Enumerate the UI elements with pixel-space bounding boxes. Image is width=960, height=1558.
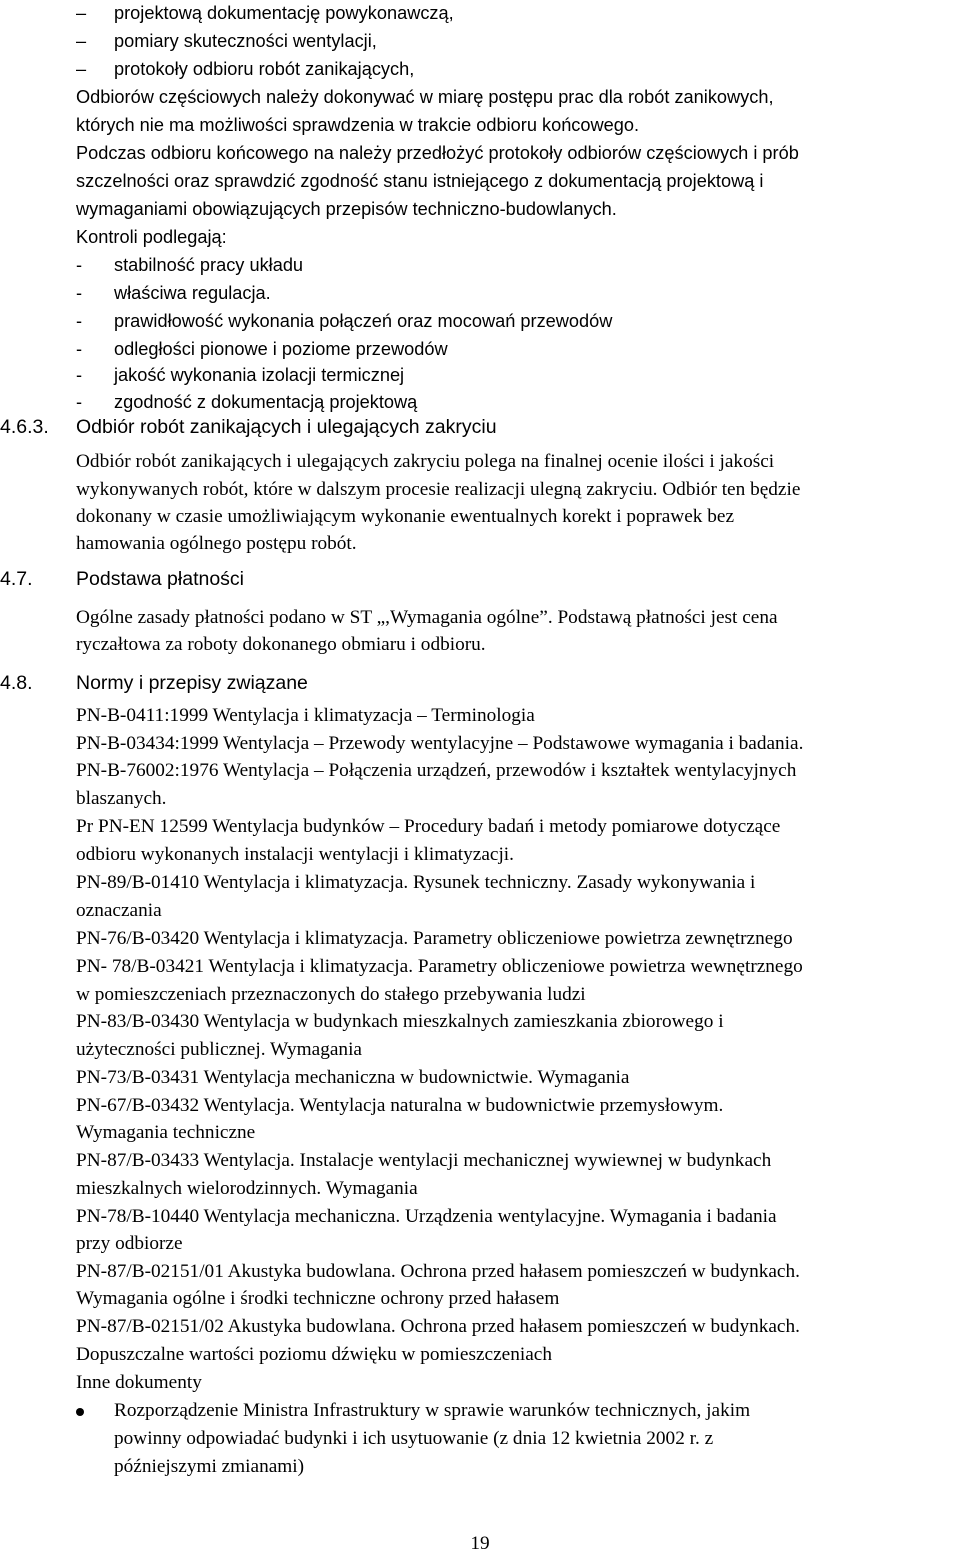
section-title: Normy i przepisy związane	[76, 672, 308, 694]
norm-line: odbioru wykonanych instalacji wentylacji i klimatyzacji.	[76, 844, 514, 865]
paragraph-line: wymaganiami obowiązujących przepisów techniczno-budowlanych.	[76, 199, 617, 219]
control-item-text: stabilność pracy układu	[114, 255, 304, 275]
control-item-text: zgodność z dokumentacją projektową	[114, 392, 418, 412]
list-item-text: projektową dokumentację powykonawczą,	[114, 3, 454, 23]
bullet-line: późniejszymi zmianami)	[114, 1456, 305, 1477]
control-item-text: jakość wykonania izolacji termicznej	[114, 365, 405, 385]
dash-marker: –	[76, 3, 87, 23]
norm-line: PN-89/B-01410 Wentylacja i klimatyzacja. Rysunek techniczny. Zasady wykonywania i	[76, 872, 756, 893]
dash-marker: –	[76, 31, 87, 51]
norm-line: blaszanych.	[76, 788, 167, 809]
page-number: 19	[470, 1533, 490, 1554]
norm-line: PN-83/B-03430 Wentylacja w budynkach mieszkalnych zamieszkania zbiorowego i	[76, 1011, 724, 1032]
paragraph-line: których nie ma możliwości sprawdzenia w trakcie odbioru końcowego.	[76, 115, 640, 135]
paragraph-line: hamowania ogólnego postępu robót.	[76, 533, 357, 554]
hyphen-marker: -	[76, 392, 83, 412]
norm-line: Wymagania ogólne i środki techniczne ochrony przed hałasem	[76, 1288, 560, 1309]
paragraph-line: wykonywanych robót, które w dalszym procesie realizacji ulegną zakryciu. Odbiór ten będzie	[76, 479, 801, 500]
bullet-icon	[76, 1408, 84, 1416]
paragraph-line: Odbiorów częściowych należy dokonywać w miarę postępu prac dla robót zanikowych,	[76, 87, 774, 107]
norm-line: PN-B-76002:1976 Wentylacja – Połączenia urządzeń, przewodów i kształtek wentylacyjnych	[76, 760, 797, 781]
list-item-text: pomiary skuteczności wentylacji,	[114, 31, 377, 51]
norm-line: przy odbiorze	[76, 1233, 183, 1254]
norm-line: PN-78/B-10440 Wentylacja mechaniczna. Urządzenia wentylacyjne. Wymagania i badania	[76, 1206, 777, 1227]
norm-line: użyteczności publicznej. Wymagania	[76, 1039, 362, 1060]
hyphen-marker: -	[76, 339, 83, 359]
norm-line: PN-87/B-03433 Wentylacja. Instalacje wentylacji mechanicznej wywiewnej w budynkach	[76, 1150, 772, 1171]
hyphen-marker: -	[76, 283, 83, 303]
hyphen-marker: -	[76, 311, 83, 331]
section-title: Odbiór robót zanikających i ulegających zakryciu	[76, 416, 497, 438]
norm-line: PN-B-03434:1999 Wentylacja – Przewody wentylacyjne – Podstawowe wymagania i badania.	[76, 733, 804, 754]
paragraph-line: Podczas odbioru końcowego na należy przedłożyć protokoły odbiorów częściowych i prób	[76, 143, 799, 163]
control-intro: Kontroli podlegają:	[76, 227, 227, 247]
section-number: 4.7.	[0, 568, 33, 590]
norm-line: PN-67/B-03432 Wentylacja. Wentylacja naturalna w budownictwie przemysłowym.	[76, 1095, 724, 1116]
paragraph-line: Odbiór robót zanikających i ulegających zakryciu polega na finalnej ocenie ilości i jakości	[76, 451, 775, 472]
section-number: 4.6.3.	[0, 416, 49, 438]
hyphen-marker: -	[76, 365, 83, 385]
hyphen-marker: -	[76, 255, 83, 275]
paragraph-line: ryczałtowa za roboty dokonanego obmiaru i odbioru.	[76, 634, 486, 655]
paragraph-line: szczelności oraz sprawdzić zgodność stanu istniejącego z dokumentacją projektową i	[76, 171, 764, 191]
norm-line: oznaczania	[76, 900, 162, 921]
norm-line: Pr PN-EN 12599 Wentylacja budynków – Procedury badań i metody pomiarowe dotyczące	[76, 816, 781, 837]
control-item-text: odległości pionowe i poziome przewodów	[114, 339, 448, 359]
norm-line: w pomieszczeniach przeznaczonych do stałego przebywania ludzi	[76, 984, 586, 1005]
paragraph-line: Ogólne zasady płatności podano w ST „,Wymagania ogólne”. Podstawą płatności jest cena	[76, 607, 778, 628]
bullet-line: powinny odpowiadać budynki i ich usytuowanie (z dnia 12 kwietnia 2002 r. z	[114, 1428, 714, 1449]
norm-line: mieszkalnych wielorodzinnych. Wymagania	[76, 1178, 418, 1199]
control-item-text: właściwa regulacja.	[114, 283, 271, 303]
list-item-text: protokoły odbioru robót zanikających,	[114, 59, 415, 79]
norm-line: PN-B-0411:1999 Wentylacja i klimatyzacja – Terminologia	[76, 705, 535, 726]
norm-line: Wymagania techniczne	[76, 1122, 256, 1143]
norm-line: Dopuszczalne wartości poziomu dźwięku w pomieszczeniach	[76, 1344, 552, 1365]
norm-line: PN- 78/B-03421 Wentylacja i klimatyzacja. Parametry obliczeniowe powietrza wewnętrznego	[76, 956, 803, 977]
control-item-text: prawidłowość wykonania połączeń oraz mocowań przewodów	[114, 311, 613, 331]
section-number: 4.8.	[0, 672, 33, 694]
norm-line: PN-87/B-02151/01 Akustyka budowlana. Ochrona przed hałasem pomieszczeń w budynkach.	[76, 1261, 800, 1282]
dash-marker: –	[76, 59, 87, 79]
other-documents-label: Inne dokumenty	[76, 1372, 202, 1393]
norm-line: PN-73/B-03431 Wentylacja mechaniczna w budownictwie. Wymagania	[76, 1067, 630, 1088]
paragraph-line: dokonany w czasie umożliwiającym wykonanie ewentualnych korekt i poprawek bez	[76, 506, 735, 527]
norm-line: PN-76/B-03420 Wentylacja i klimatyzacja. Parametry obliczeniowe powietrza zewnętrznego	[76, 928, 793, 949]
section-title: Podstawa płatności	[76, 568, 245, 590]
norm-line: PN-87/B-02151/02 Akustyka budowlana. Ochrona przed hałasem pomieszczeń w budynkach.	[76, 1316, 800, 1337]
bullet-line: Rozporządzenie Ministra Infrastruktury w sprawie warunków technicznych, jakim	[114, 1400, 751, 1421]
